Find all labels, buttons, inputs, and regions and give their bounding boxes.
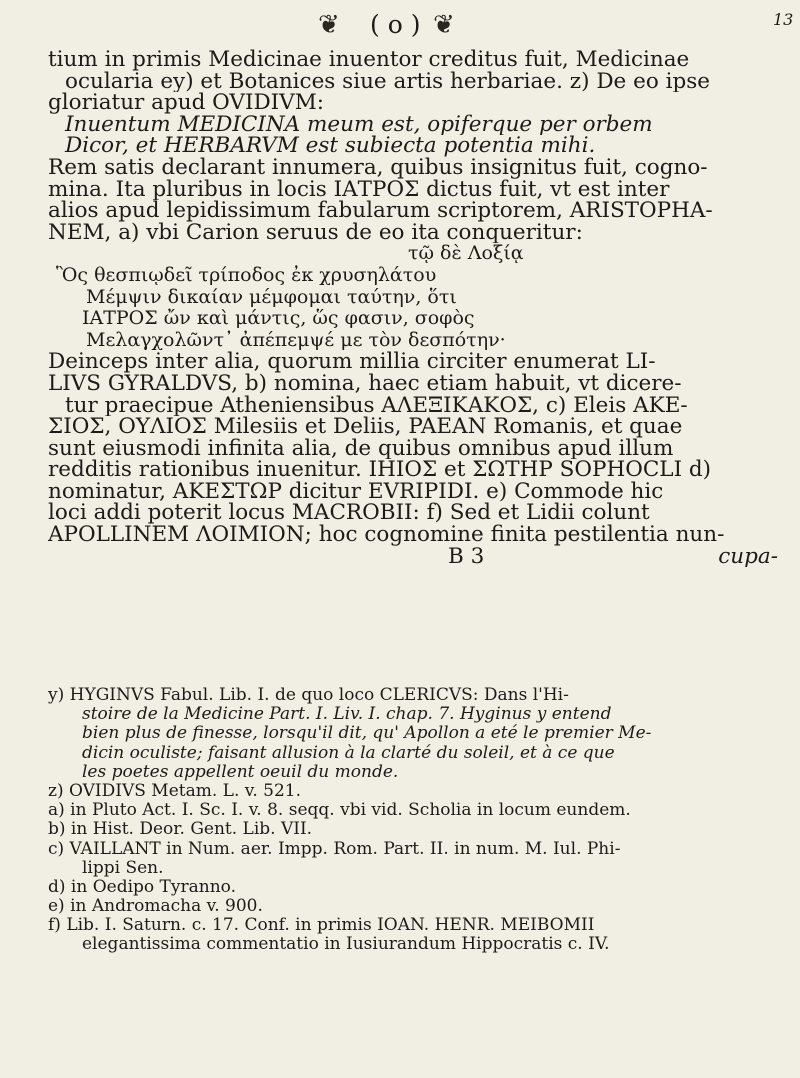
- footnote-line: dicin oculiste; faisant allusion à la clarté du soleil, et à ce que: [82, 743, 615, 763]
- footnote-line: y) HYGINVS Fabul. Lib. I. de quo loco CLERICVS: Dans l'Hi-: [48, 686, 569, 705]
- footnote-line: elegantissima commentatio in Iusiurandum Hippocratis c. IV.: [82, 935, 610, 955]
- footnote-line: c) VAILLANT in Num. aer. Impp. Rom. Part. II. in num. M. Iul. Phi-: [48, 839, 621, 859]
- text-line: Rem satis declarant innumera, quibus insignitus fuit, cogno-: [48, 156, 708, 179]
- footnote-line: f) Lib. I. Saturn. c. 17. Conf. in primis IOAN. HENR. MEIBOMII: [48, 916, 595, 936]
- verse-line: Dicor, et HERBARVM est subiecta potentia mihi.: [65, 135, 596, 157]
- footnote-line: bien plus de finesse, lorsqu'il dit, qu' Apollon a eté le premier Me-: [82, 724, 652, 744]
- text-line: Deinceps inter alia, quorum millia circiter enumerat LI-: [48, 351, 656, 373]
- greek-quote-line: τῷ δὲ Λοξίᾳ: [408, 243, 524, 265]
- text-line: NEM, a) vbi Carion seruus de eo ita conqueritur:: [48, 221, 583, 244]
- footnote-line: lippi Sen.: [82, 858, 164, 878]
- text-line: APOLLINEM ΛΟΙΜΙΟΝ; hoc cognomine finita pestilentia nun-: [48, 524, 725, 546]
- text-line: mina. Ita pluribus in locis ΙΑΤΡΟΣ dictus fuit, vt est inter: [48, 178, 670, 201]
- text-line: LIVS GYRALDVS, b) nomina, haec etiam habuit, vt dicere-: [48, 372, 682, 395]
- greek-quote-line: Μέμψιν δικαίαν μέμφομαι ταύτην, ὅτι: [86, 286, 457, 308]
- main-text: [48, 49, 790, 567]
- page-signature: 13: [773, 10, 794, 29]
- text-line: gloriatur apud OVIDIVM:: [48, 92, 324, 114]
- text-line: redditis rationibus inuenitur. ΙΗΙΟΣ et ΣΩΤΗΡ SOPHOCLI d): [48, 459, 712, 481]
- footnote-line: d) in Oedipo Tyranno.: [48, 877, 236, 897]
- footnote-line: stoire de la Medicine Part. I. Liv. I. chap. 7. Hyginus y entend: [82, 705, 612, 725]
- greek-quote-line: Μελαγχολῶντ᾽ ἀπέπεμψέ με τὸν δεσπότην·: [86, 329, 506, 351]
- ornament-left-icon: ❦: [318, 10, 340, 40]
- text-line: loci addi poterit locus MACROBII: f) Sed et Lidii colunt: [48, 502, 650, 525]
- footnote-line: e) in Andromacha v. 900.: [48, 897, 263, 917]
- catchword: cupa-: [718, 545, 778, 568]
- footnote-line: les poetes appellent oeuil du monde.: [82, 762, 399, 782]
- greek-quote-line: Ὃς θεσπιῳδεῖ τρίποδος ἐκ χρυσηλάτου: [56, 264, 437, 286]
- signature-mark: B 3: [448, 545, 485, 568]
- text-line: nominatur, ΑΚΕΣΤΩΡ dicitur EVRIPIDI. e) Commode hic: [48, 480, 664, 503]
- text-line: tium in primis Medicinae inuentor creditus fuit, Medicinae: [48, 49, 690, 71]
- footnote-line: b) in Hist. Deor. Gent. Lib. VII.: [48, 820, 313, 840]
- footnotes: [48, 686, 790, 955]
- catch-line: [48, 546, 790, 568]
- verse-line: Inuentum MEDICINA meum est, opiferque per orbem: [65, 113, 653, 136]
- text-line: alios apud lepidissimum fabularum scriptorem, ARISTOPHA-: [48, 200, 713, 222]
- text-line: ΣΙΟΣ, ΟΥΛΙΟΣ Milesiis et Deliis, PAEAN Romanis, et quae: [48, 416, 683, 438]
- ornament-right-icon: ❦: [433, 10, 455, 40]
- footnote-line: z) OVIDIVS Metam. L. v. 521.: [48, 781, 301, 801]
- footnote-line: a) in Pluto Act. I. Sc. I. v. 8. seqq. vbi vid. Scholia in locum eundem.: [48, 801, 631, 821]
- page-header: [0, 8, 800, 44]
- text-line: ocularia ey) et Botanices siue artis herbariae. z) De eo ipse: [65, 70, 711, 93]
- greek-quote-line: ΙΑΤΡΟΣ ὤν καὶ μάντις, ὥς φασιν, σοφὸς: [82, 308, 475, 330]
- folio-number: ( o ): [370, 10, 421, 39]
- text-line: tur praecipue Atheniensibus ΑΛΕΞΙΚΑΚΟΣ, c) Eleis ΑΚΕ-: [65, 394, 688, 417]
- text-line: sunt eiusmodi infinita alia, de quibus omnibus apud illum: [48, 437, 674, 460]
